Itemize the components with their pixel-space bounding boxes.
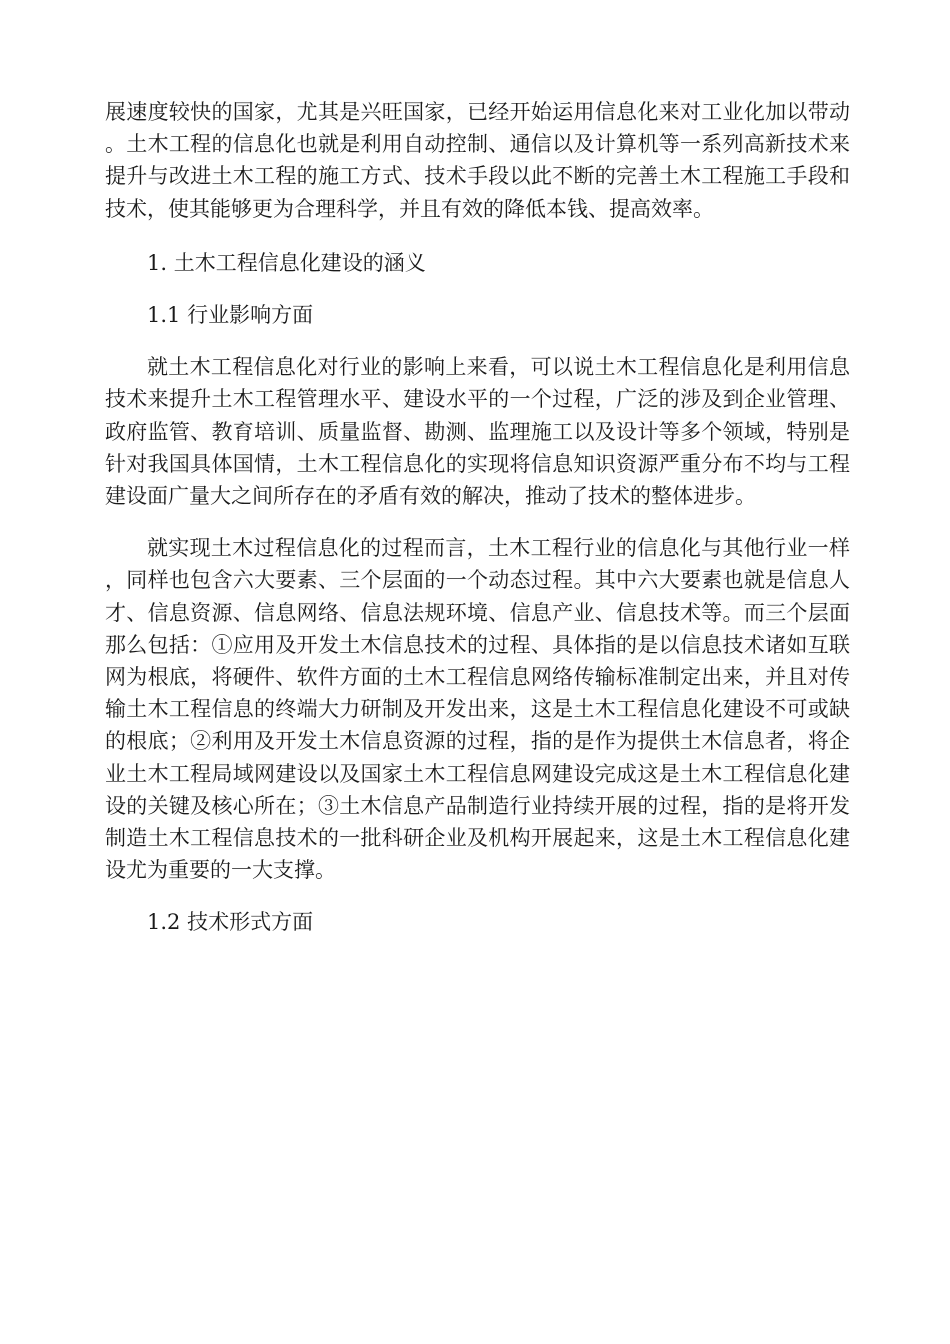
body-paragraph-informatization-process: 就实现土木过程信息化的过程而言，土木工程行业的信息化与其他行业一样，同样也包含六大要素、三个层面的一个动态过程。其中六大要素也就是信息人才、信息资源、信息网络、信息法规环境、信息产业、信息技术等。而三个层面那么包括：①应用及开发土木信息技术的过程、具体指的是以信息技术诸如互联网为根底，将硬件、软件方面的土木工程信息网络传输标准制定出来，并且对传输土木工程信息的终端大力研制及开发出来，这是土木工程信息化建设不可或缺的根底；②利用及开发土木信息资源的过程，指的是作为提供土木信息者，将企业土木工程局域网建设以及国家土木工程信息网建设完成这是土木工程信息化建设的关键及核心所在；③土木信息产品制造行业持续开展的过程，指的是将开发制造土木工程信息技术的一批科研企业及机构开展起来，这是土木工程信息化建设尤为重要的一大支撑。 — [105, 536, 850, 883]
body-paragraph-intro: 展速度较快的国家，尤其是兴旺国家，已经开始运用信息化来对工业化加以带动。土木工程的信息化也就是利用自动控制、通信以及计算机等一系列高新技术来提升与改进土木工程的施工方式、技术手段以此不断的完善土木工程施工手段和技术，使其能够更为合理科学，并且有效的降低本钱、提高效率。 — [105, 100, 850, 221]
subsection-heading-1-1: 1.1 行业影响方面 — [147, 303, 314, 328]
section-heading-1: 1. 土木工程信息化建设的涵义 — [147, 250, 426, 275]
subsection-heading-1-2: 1.2 技术形式方面 — [147, 910, 314, 935]
document-page — [105, 96, 850, 959]
body-paragraph-industry-impact: 就土木工程信息化对行业的影响上来看，可以说土木工程信息化是利用信息技术来提升土木工程管理水平、建设水平的一个过程，广泛的涉及到企业管理、政府监管、教育培训、质量监督、勘测、监理施工以及设计等多个领域，特别是针对我国具体国情，土木工程信息化的实现将信息知识资源严重分布不均与工程建设面广量大之间所存在的矛盾有效的解决，推动了技术的整体进步。 — [105, 355, 850, 509]
